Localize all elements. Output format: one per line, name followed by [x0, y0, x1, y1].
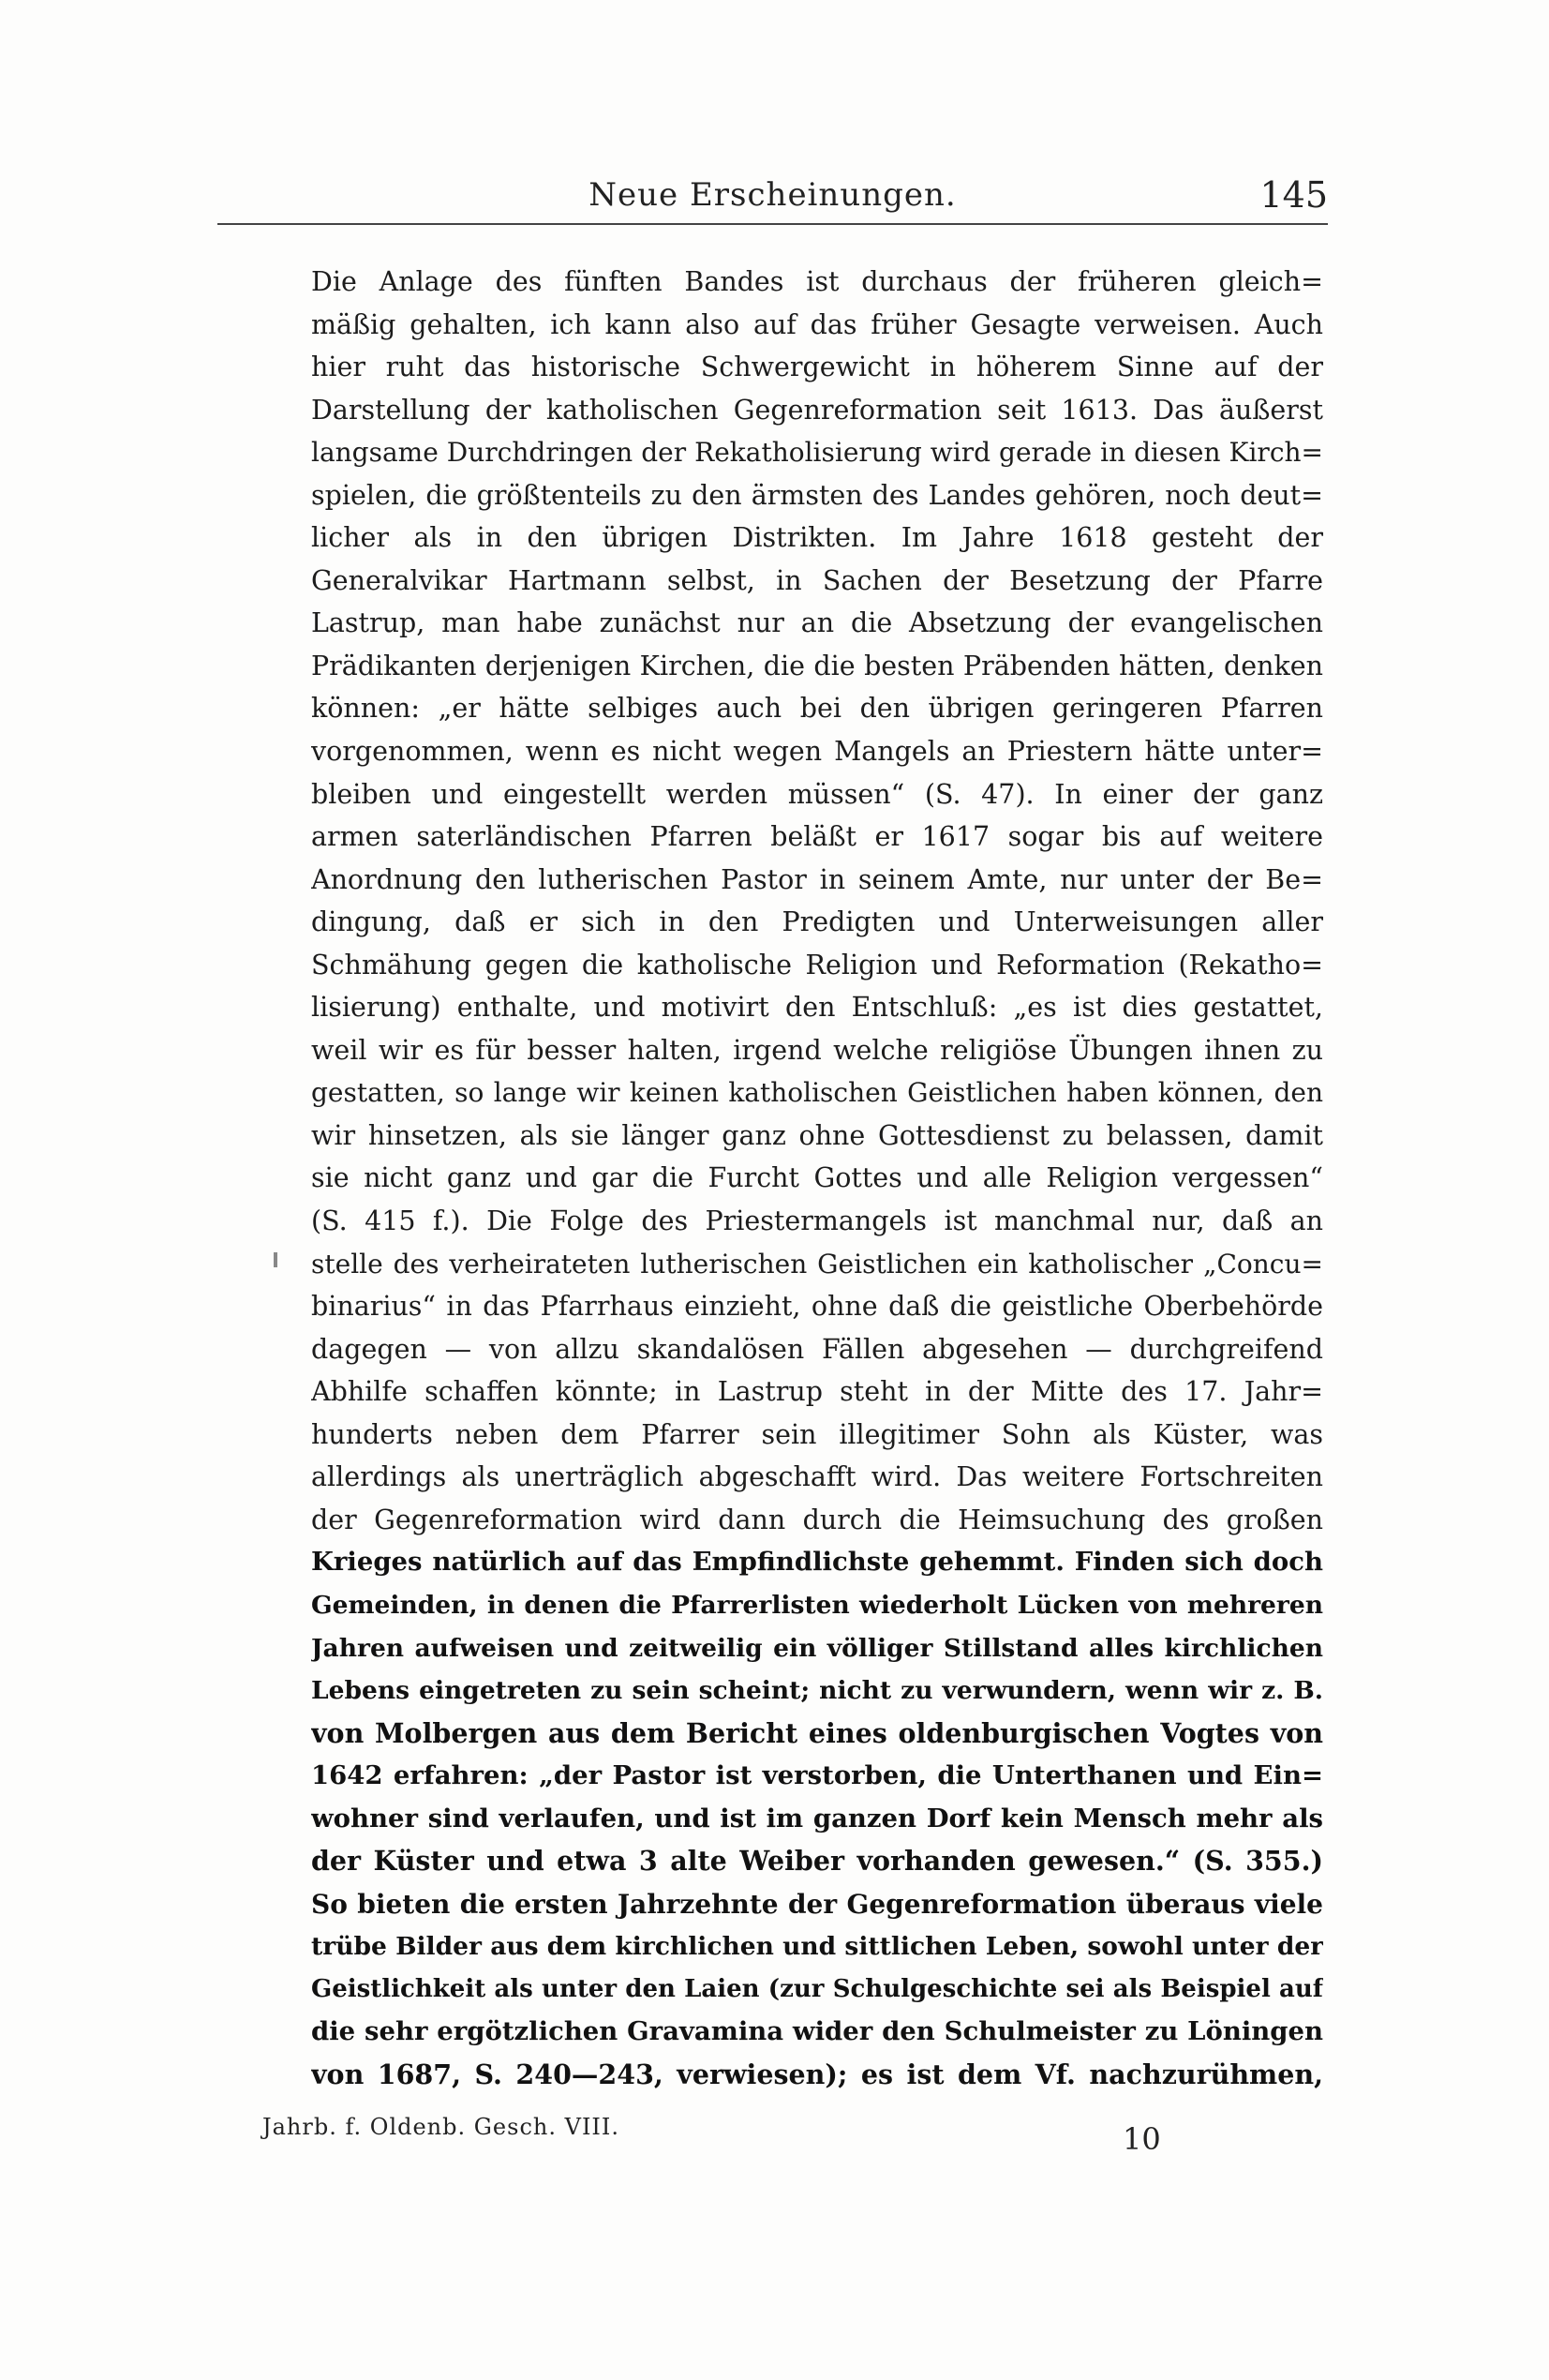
text-line: dagegen — von allzu skandalösen Fällen abgesehen — durchgreifend	[311, 1333, 1323, 1365]
text-line: Generalvikar Hartmann selbst, in Sachen der Besetzung der Pfarre	[311, 564, 1323, 596]
text-line: vorgenommen, wenn es nicht wegen Mangels an Priestern hätte unter=	[311, 736, 1323, 768]
text-line: sie nicht ganz und gar die Furcht Gottes und alle Religion vergessen“	[311, 1162, 1323, 1194]
text-line: von 1687, S. 240—243, verwiesen); es ist dem Vf. nachzurühmen,	[311, 2058, 1323, 2090]
text-line: lisierung) enthalte, und motivirt den Entschluß: „es ist dies gestattet,	[311, 992, 1323, 1024]
margin-mark	[274, 1252, 277, 1267]
text-line: weil wir es für besser halten, irgend welche religiöse Übungen ihnen zu	[311, 1034, 1323, 1066]
sheet-number: 10	[1123, 2121, 1161, 2157]
text-line: hier ruht das historische Schwergewicht in höherem Sinne auf der	[311, 352, 1323, 383]
text-line: licher als in den übrigen Distrikten. Im Jahre 1618 gesteht der	[311, 522, 1323, 554]
text-line: Anordnung den lutherischen Pastor in seinem Amte, nur unter der Be=	[311, 863, 1323, 895]
text-line: dingung, daß er sich in den Predigten und Unterweisungen aller	[311, 906, 1323, 938]
text-line: mäßig gehalten, ich kann also auf das früher Gesagte verweisen. Auch	[311, 308, 1323, 340]
text-line: spielen, die größtenteils zu den ärmsten des Landes gehören, noch deut=	[311, 479, 1323, 511]
text-line: Abhilfe schaffen könnte; in Lastrup steht in der Mitte des 17. Jahr=	[311, 1376, 1323, 1408]
text-line: Geistlichkeit als unter den Laien (zur Schulgeschichte sei als Beispiel auf	[311, 1974, 1323, 2003]
running-title: Neue Erscheinungen.	[588, 176, 957, 214]
text-line: Krieges natürlich auf das Empfindlichste gehemmt. Finden sich doch	[311, 1547, 1323, 1578]
text-line: Darstellung der katholischen Gegenreformation seit 1613. Das äußerst	[311, 394, 1323, 426]
body-text	[311, 261, 1323, 2097]
text-line: Die Anlage des fünften Bandes ist durchaus der früheren gleich=	[311, 266, 1323, 297]
text-line: Gemeinden, in denen die Pfarrerlisten wiederholt Lücken von mehreren	[311, 1590, 1323, 1620]
text-line: So bieten die ersten Jahrzehnte der Gegenreformation überaus viele	[311, 1888, 1323, 1920]
text-line: von Molbergen aus dem Bericht eines oldenburgischen Vogtes von	[311, 1716, 1323, 1749]
text-line: der Küster und etwa 3 alte Weiber vorhanden gewesen.“ (S. 355.)	[311, 1845, 1323, 1878]
signature-line: Jahrb. f. Oldenb. Gesch. VIII.	[262, 2114, 620, 2140]
text-line: die sehr ergötzlichen Gravamina wider den Schulmeister zu Löningen	[311, 2016, 1323, 2047]
text-line: langsame Durchdringen der Rekatholisierung wird gerade in diesen Kirch=	[311, 437, 1323, 469]
text-line: trübe Bilder aus dem kirchlichen und sittlichen Leben, sowohl unter der	[311, 1932, 1323, 1962]
text-line: wohner sind verlaufen, und ist im ganzen Dorf kein Mensch mehr als	[311, 1803, 1323, 1834]
text-line: der Gegenreformation wird dann durch die Heimsuchung des großen	[311, 1504, 1323, 1535]
page-number: 145	[1259, 174, 1328, 216]
text-line: Jahren aufweisen und zeitweilig ein völliger Stillstand alles kirchlichen	[311, 1633, 1323, 1663]
text-line: Lastrup, man habe zunächst nur an die Absetzung der evangelischen	[311, 607, 1323, 639]
text-line: Lebens eingetreten zu sein scheint; nicht zu verwundern, wenn wir z. B.	[311, 1676, 1323, 1706]
text-line: allerdings als unerträglich abgeschafft wird. Das weitere Fortschreiten	[311, 1461, 1323, 1493]
text-line: wir hinsetzen, als sie länger ganz ohne Gottesdienst zu belassen, damit	[311, 1119, 1323, 1151]
text-line: (S. 415 f.). Die Folge des Priestermangels ist manchmal nur, daß an	[311, 1205, 1323, 1237]
text-line: können: „er hätte selbiges auch bei den übrigen geringeren Pfarren	[311, 693, 1323, 725]
text-line: 1642 erfahren: „der Pastor ist verstorben, die Unterthanen und Ein=	[311, 1760, 1323, 1791]
text-line: Schmähung gegen die katholische Religion und Reformation (Rekatho=	[311, 949, 1323, 980]
running-header	[217, 169, 1328, 225]
text-line: stelle des verheirateten lutherischen Geistlichen ein katholischer „Concu=	[311, 1248, 1323, 1280]
text-line: armen saterländischen Pfarren beläßt er 1617 sogar bis auf weitere	[311, 821, 1323, 853]
header-rule	[217, 223, 1328, 225]
text-line: bleiben und eingestellt werden müssen“ (S. 47). In einer der ganz	[311, 778, 1323, 810]
text-line: hunderts neben dem Pfarrer sein illegitimer Sohn als Küster, was	[311, 1418, 1323, 1450]
text-line: binarius“ in das Pfarrhaus einzieht, ohne daß die geistliche Oberbehörde	[311, 1291, 1323, 1323]
text-line: Prädikanten derjenigen Kirchen, die die besten Präbenden hätten, denken	[311, 650, 1323, 681]
text-line: gestatten, so lange wir keinen katholischen Geistlichen haben können, den	[311, 1077, 1323, 1109]
